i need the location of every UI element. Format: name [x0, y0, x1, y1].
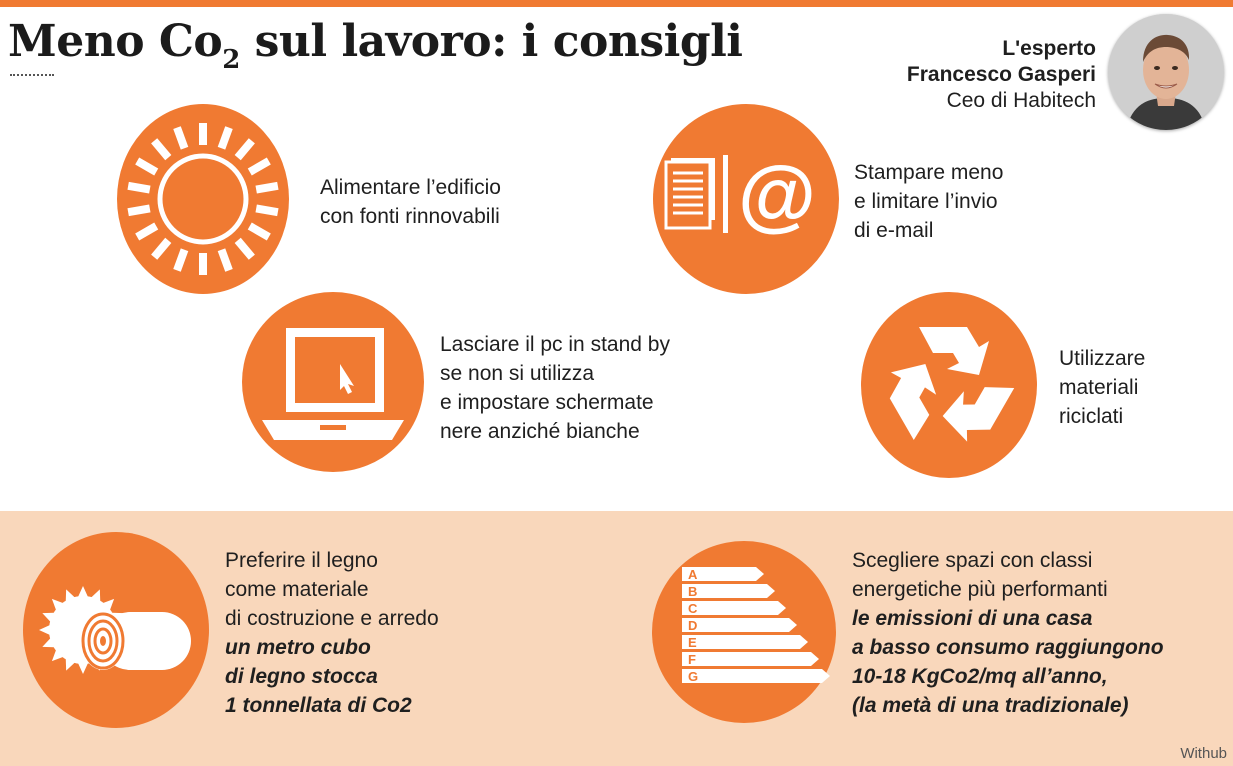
laptop-icon	[242, 292, 424, 472]
expert-label: L'esperto	[1002, 37, 1096, 60]
svg-text:@: @	[737, 150, 817, 239]
source-credit: Withub	[1180, 745, 1227, 762]
sun-ray	[135, 223, 158, 241]
energy-class-bar	[682, 635, 808, 649]
wood-highlight-3: 1 tonnellata di Co2	[225, 694, 412, 717]
recycle-arrow	[938, 364, 1015, 449]
sun-ray	[151, 138, 171, 160]
tip-wood: Preferire il legno come materiale di costruzione e arredo un metro cubo di legno stocca 1 tonnellata di Co2	[225, 546, 439, 720]
sun-ray	[255, 182, 278, 194]
saw-tooth	[78, 663, 88, 674]
energy-class-bar	[682, 618, 797, 632]
sun-ray	[127, 204, 150, 216]
tip-recycled: Utilizzare materiali riciclati	[1059, 347, 1146, 428]
recycle-icon	[861, 292, 1037, 478]
sun-circle	[117, 104, 289, 294]
energy-class-label: D	[688, 618, 698, 633]
energy-class-label: E	[688, 635, 697, 650]
energy-highlight-3: 10-18 KgCo2/mq all’anno,	[852, 665, 1108, 688]
saw-tooth	[78, 586, 88, 597]
wood-highlight-2: di legno stocca	[225, 665, 378, 688]
sun-ray	[248, 158, 271, 176]
print-email-circle	[653, 104, 839, 294]
energy-class-label: B	[688, 584, 698, 599]
sun-ray	[151, 238, 171, 260]
laptop-circle	[242, 292, 424, 472]
sun-ray	[235, 138, 255, 160]
recycle-circle	[861, 292, 1037, 478]
sun-ray	[248, 223, 271, 241]
sun-ray	[173, 248, 188, 271]
energy-highlight-2: a basso consumo raggiungono	[852, 636, 1164, 659]
energy-class-label: F	[688, 652, 696, 667]
energy-class-label: G	[688, 669, 699, 684]
energy-class-label: C	[688, 601, 698, 616]
energy-highlight-1: le emissioni di una casa	[852, 607, 1093, 630]
energy-class-circle	[652, 541, 836, 723]
expert-role: Ceo di Habitech	[946, 89, 1096, 112]
recycle-arrow	[879, 355, 956, 440]
sun-ray	[218, 248, 233, 271]
sun-ray	[199, 253, 207, 275]
sun-ray	[235, 238, 255, 260]
sun-ray	[173, 126, 188, 149]
sun-ray	[199, 123, 207, 145]
tip-standby: Lasciare il pc in stand by se non si utilizza e impostare schermate nere anziché bianche	[440, 333, 670, 443]
page-title: Meno $Co_2$ sul lavoro: i consigli	[8, 16, 743, 75]
expert-block	[907, 36, 1096, 114]
sun-ray	[135, 158, 158, 176]
sun-ray	[218, 126, 233, 149]
energy-class-label: A	[688, 567, 698, 582]
print-email-icon	[653, 104, 839, 294]
energy-class-bar	[682, 669, 830, 683]
energy-class-bar	[682, 652, 819, 666]
recycle-arrow	[919, 327, 989, 375]
energy-class-icon	[652, 541, 836, 723]
sun-icon	[117, 104, 289, 294]
saw-tooth	[39, 625, 50, 635]
energy-highlight-4: (la metà di una tradizionale)	[852, 694, 1129, 717]
title-dotted-rule	[10, 74, 54, 76]
wood-saw-icon	[23, 532, 209, 728]
wood-highlight-1: un metro cubo	[225, 636, 371, 659]
expert-name: Francesco Gasperi	[906, 63, 1096, 86]
top-accent-rule	[0, 0, 1233, 7]
sun-ray	[127, 182, 150, 194]
tip-energy: Scegliere spazi con classi energetiche più performanti le emissioni di una casa a basso consumo raggiungono 10-18 KgCo2/mq all’anno, (la metà di una tradizionale)	[852, 546, 1164, 720]
expert-avatar	[1108, 14, 1224, 130]
wood-circle	[23, 532, 209, 728]
sun-ray	[255, 204, 278, 216]
tip-print-less: Stampare meno e limitare l’invio di e-mail	[854, 161, 1004, 242]
tip-renewables: Alimentare l’edificio con fonti rinnovabili	[320, 176, 501, 228]
energy-class-bar	[682, 601, 786, 615]
